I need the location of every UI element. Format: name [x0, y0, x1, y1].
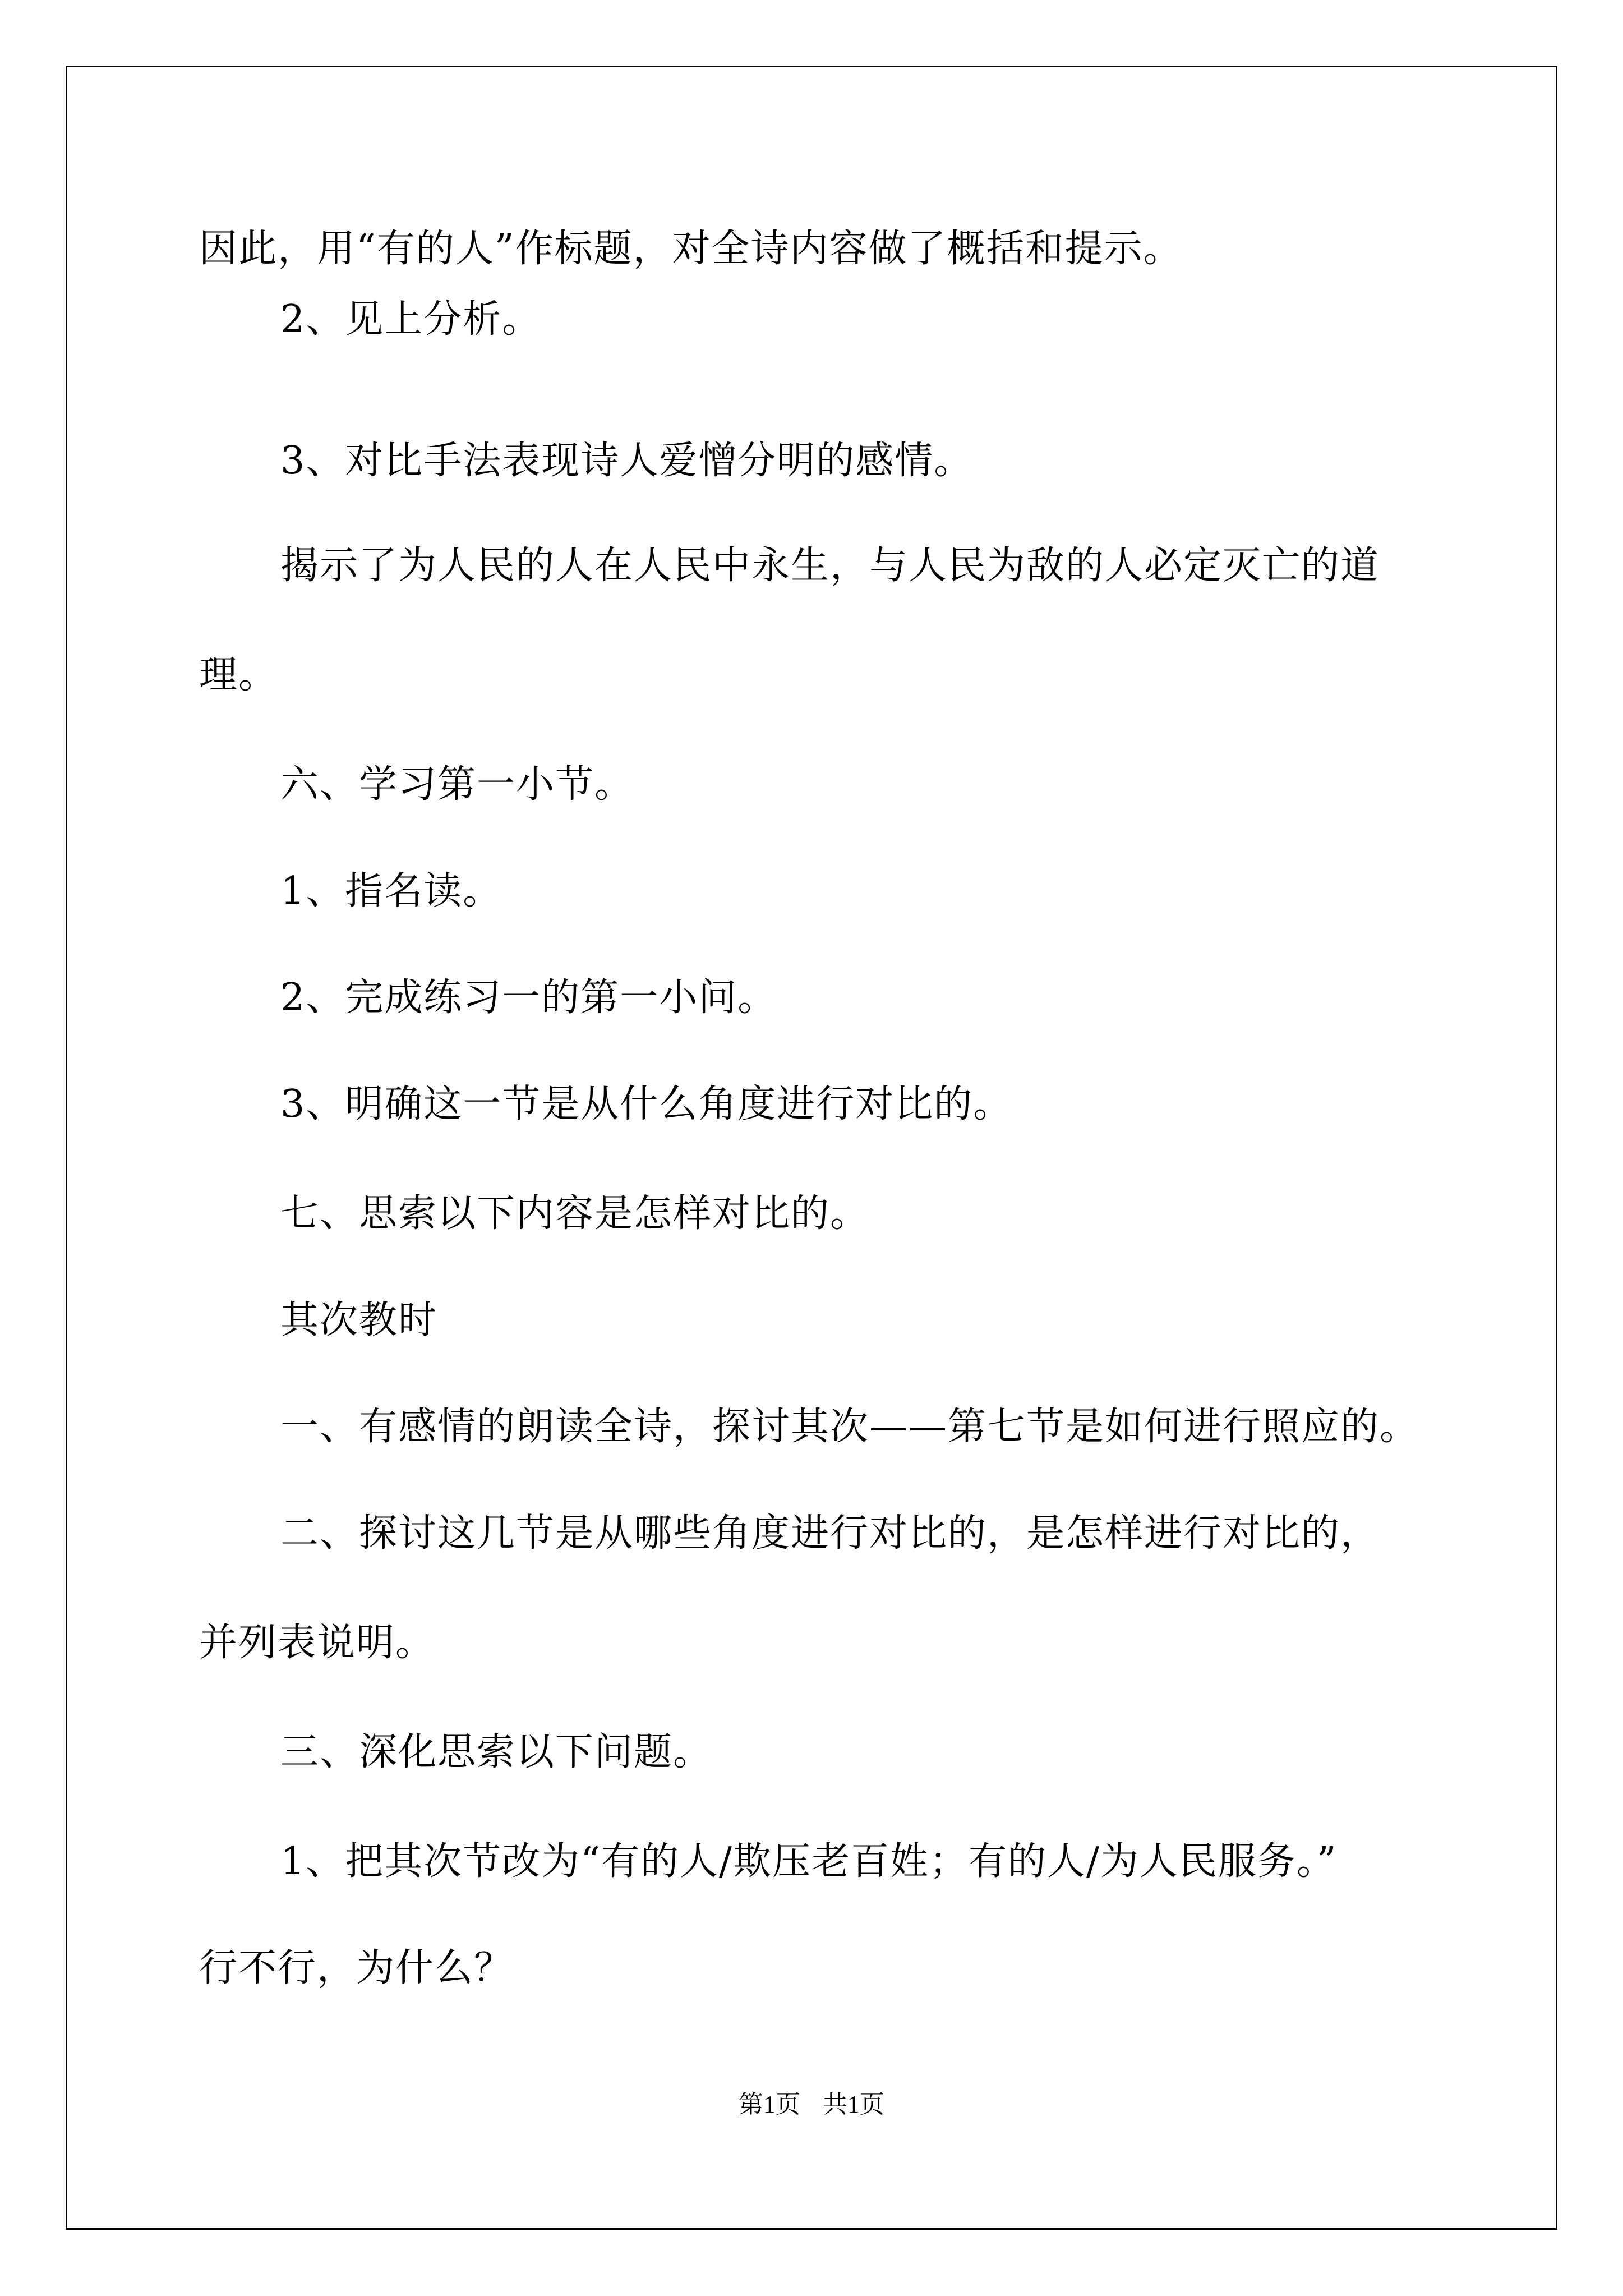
- text-line: 2、完成练习一的第一小问。: [280, 976, 777, 1020]
- text-line: 1、把其次节改为“有的人/欺压老百姓；有的人/为人民服务。”: [280, 1839, 1338, 1884]
- page-footer: [0, 2092, 1623, 2117]
- text-line: 二、探讨这几节是从哪些角度进行对比的，是怎样进行对比的，: [280, 1511, 1380, 1556]
- text-line: 因此，用“有的人”作标题，对全诗内容做了概括和提示。: [199, 227, 1183, 271]
- text-line: 六、学习第一小节。: [280, 762, 634, 807]
- page-border: [66, 66, 1557, 2230]
- text-line: 三、深化思索以下问题。: [280, 1730, 713, 1774]
- text-line: 七、思索以下内容是怎样对比的。: [280, 1191, 870, 1236]
- text-line: 理。: [199, 653, 278, 697]
- text-line: 一、有感情的朗读全诗，探讨其次——第七节是如何进行照应的。: [280, 1405, 1419, 1449]
- page-number-current: 第1页: [739, 2091, 800, 2118]
- text-line: 3、对比手法表现诗人爱憎分明的感情。: [280, 439, 974, 483]
- text-line: 行不行，为什么？: [199, 1946, 514, 1990]
- text-line: 并列表说明。: [199, 1621, 435, 1665]
- text-line: 其次教时: [280, 1298, 438, 1342]
- text-line: 1、指名读。: [280, 869, 502, 913]
- text-line: 2、见上分析。: [280, 297, 542, 342]
- text-line: 揭示了为人民的人在人民中永生，与人民为敌的人必定灭亡的道: [280, 544, 1380, 588]
- text-line: 3、明确这一节是从什么角度进行对比的。: [280, 1082, 1013, 1126]
- page-number-total: 共1页: [823, 2091, 884, 2118]
